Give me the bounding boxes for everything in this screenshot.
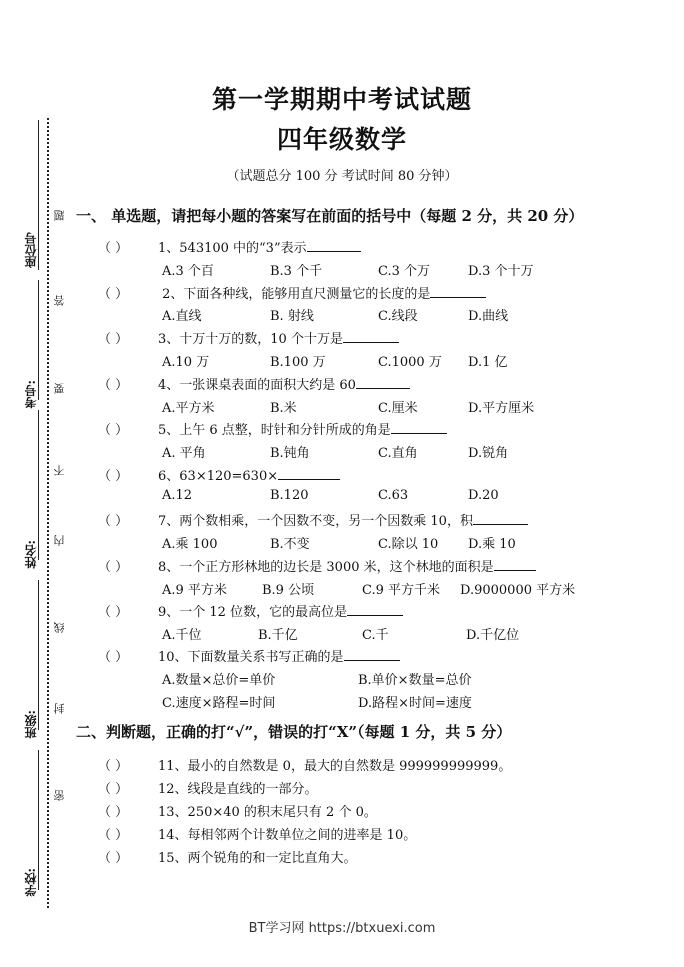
exam-number-field[interactable] — [38, 280, 39, 400]
option-a: A.10 万 — [162, 355, 210, 370]
option-a: A.千位 — [162, 628, 202, 643]
option-d: D.曲线 — [468, 309, 509, 324]
answer-blank[interactable] — [473, 512, 528, 525]
option-b: B.100 万 — [270, 355, 326, 370]
question-text: 2、下面各种线，能够用直尺测量它的长度的是 — [158, 287, 431, 302]
answer-paren[interactable]: （ ） — [98, 423, 129, 438]
question-14 — [98, 824, 416, 843]
seal-char: 答 — [53, 295, 66, 306]
answer-blank[interactable] — [343, 330, 399, 343]
answer-paren[interactable]: （ ） — [98, 650, 129, 665]
question-13 — [98, 801, 377, 820]
question-text: 6、63×120=630× — [158, 469, 279, 484]
option-d: D.3 个十万 — [468, 264, 534, 279]
question-5 — [98, 419, 447, 438]
question-text: 10、下面数量关系书写正确的是 — [158, 650, 344, 665]
name-field[interactable] — [38, 410, 39, 560]
answer-paren[interactable]: （ ） — [98, 828, 129, 843]
exam-title: 第一学期期中考试试题 — [211, 85, 472, 114]
question-text: 4、一张课桌表面的面积大约是 60 — [158, 378, 356, 393]
class-label: 班级: — [24, 710, 38, 739]
option-b: B.单价×数量=总价 — [358, 673, 472, 688]
option-d: D.路程×时间=速度 — [358, 696, 472, 711]
question-9 — [98, 601, 403, 620]
option-b: B.不变 — [270, 537, 310, 552]
answer-blank[interactable] — [391, 421, 447, 434]
question-text: 13、250×40 的积末尾只有 2 个 0。 — [158, 805, 377, 820]
question-text: 8、一个正方形林地的边长是 3000 米，这个林地的面积是 — [158, 560, 494, 575]
name-label: 姓名: — [24, 540, 38, 569]
exam-info: （试题总分 100 分 考试时间 80 分钟） — [226, 169, 458, 184]
option-a: A.9 平方米 — [162, 583, 227, 598]
exam-number-label: 考号: — [24, 380, 38, 409]
question-3 — [98, 328, 399, 347]
option-c: C.直角 — [378, 446, 418, 461]
answer-paren[interactable]: （ ） — [98, 514, 129, 529]
option-c: C.厘米 — [378, 401, 418, 416]
question-text: 11、最小的自然数是 0，最大的自然数是 999999999999。 — [158, 759, 512, 774]
seal-char: 不 — [53, 465, 66, 476]
option-b: B.3 个千 — [270, 264, 323, 279]
question-2 — [98, 283, 486, 302]
option-c: C.速度×路程=时间 — [162, 696, 276, 711]
question-1 — [98, 237, 361, 256]
question-text: 7、两个数相乘，一个因数不变，另一个因数乘 10，积 — [158, 514, 473, 529]
answer-paren[interactable]: （ ） — [98, 241, 129, 256]
section-heading-single-choice: 一、 单选题，请把每小题的答案写在前面的括号中（每题 2 分，共 20 分） — [76, 207, 584, 225]
question-text: 14、每相邻两个计数单位之间的进率是 10。 — [158, 828, 417, 843]
answer-paren[interactable]: （ ） — [98, 605, 129, 620]
question-4 — [98, 374, 410, 393]
answer-blank[interactable] — [494, 558, 536, 571]
option-b: B.9 公顷 — [262, 583, 315, 598]
seal-char: 密 — [53, 790, 66, 801]
answer-blank[interactable] — [430, 285, 486, 298]
option-a: A.数量×总价=单价 — [162, 673, 276, 688]
answer-blank[interactable] — [347, 603, 403, 616]
option-c: C.千 — [362, 628, 389, 643]
seal-char: 要 — [53, 383, 66, 394]
answer-paren[interactable]: （ ） — [98, 469, 129, 484]
answer-blank[interactable] — [344, 648, 400, 661]
option-b: B.120 — [270, 488, 309, 503]
answer-paren[interactable]: （ ） — [98, 560, 129, 575]
question-11 — [98, 755, 511, 774]
question-6 — [98, 465, 340, 484]
question-8 — [98, 556, 536, 575]
option-b: B.钝角 — [270, 446, 310, 461]
option-d: D.乘 10 — [468, 537, 516, 552]
option-c: C.63 — [378, 488, 409, 503]
answer-paren[interactable]: （ ） — [98, 759, 129, 774]
option-a: A. 平角 — [162, 446, 206, 461]
question-12 — [98, 778, 318, 797]
seal-dotted-line — [47, 118, 49, 908]
seat-number-label: 座位号 — [24, 232, 38, 268]
answer-paren[interactable]: （ ） — [98, 378, 129, 393]
exam-subject: 四年级数学 — [276, 125, 407, 154]
answer-blank[interactable] — [307, 239, 361, 252]
seal-char: 题 — [53, 210, 66, 221]
question-text: 5、上午 6 点整，时针和分针所成的角是 — [158, 423, 391, 438]
option-a: A.平方米 — [162, 401, 215, 416]
question-7 — [98, 510, 528, 529]
class-field[interactable] — [38, 580, 39, 730]
option-d: D.千亿位 — [466, 628, 520, 643]
answer-blank[interactable] — [278, 467, 340, 480]
question-text: 3、十万十万的数，10 个十万是 — [158, 332, 343, 347]
option-c: C.9 平方千米 — [362, 583, 441, 598]
question-text: 1、543100 中的“3”表示 — [158, 241, 307, 256]
option-d: D.平方厘米 — [468, 401, 535, 416]
option-b: B.千亿 — [258, 628, 298, 643]
seal-char: 封 — [53, 703, 66, 714]
seal-char: 线 — [53, 622, 66, 633]
answer-paren[interactable]: （ ） — [98, 782, 129, 797]
option-d: D.20 — [468, 488, 499, 503]
option-c: C.3 个万 — [378, 264, 431, 279]
answer-paren[interactable]: （ ） — [98, 287, 129, 302]
option-c: C.线段 — [378, 309, 418, 324]
question-text: 9、一个 12 位数，它的最高位是 — [158, 605, 348, 620]
question-text: 15、两个锐角的和一定比直角大。 — [158, 851, 357, 866]
option-d: D.锐角 — [468, 446, 509, 461]
option-b: B.米 — [270, 401, 297, 416]
option-d: D.1 亿 — [468, 355, 508, 370]
school-label: 学校: — [24, 868, 38, 897]
answer-paren[interactable]: （ ） — [98, 851, 129, 866]
option-c: C.除以 10 — [378, 537, 439, 552]
question-15 — [98, 847, 357, 866]
answer-paren[interactable]: （ ） — [98, 805, 129, 820]
option-a: A.3 个百 — [162, 264, 214, 279]
question-10 — [98, 646, 400, 665]
school-field[interactable] — [38, 750, 39, 890]
option-c: C.1000 万 — [378, 355, 442, 370]
option-a: A.12 — [162, 488, 193, 503]
question-text: 12、线段是直线的一部分。 — [158, 782, 318, 797]
answer-blank[interactable] — [356, 376, 410, 389]
site-watermark: BT学习网 https://btxuexi.com — [248, 921, 436, 936]
option-a: A.直线 — [162, 309, 202, 324]
answer-paren[interactable]: （ ） — [98, 332, 129, 347]
option-b: B. 射线 — [270, 309, 314, 324]
option-d: D.9000000 平方米 — [460, 583, 576, 598]
seal-char: 内 — [53, 535, 66, 546]
option-a: A.乘 100 — [162, 537, 218, 552]
section-heading-true-false: 二、判断题，正确的打“√”，错误的打“X”（每题 1 分，共 5 分） — [76, 723, 512, 741]
